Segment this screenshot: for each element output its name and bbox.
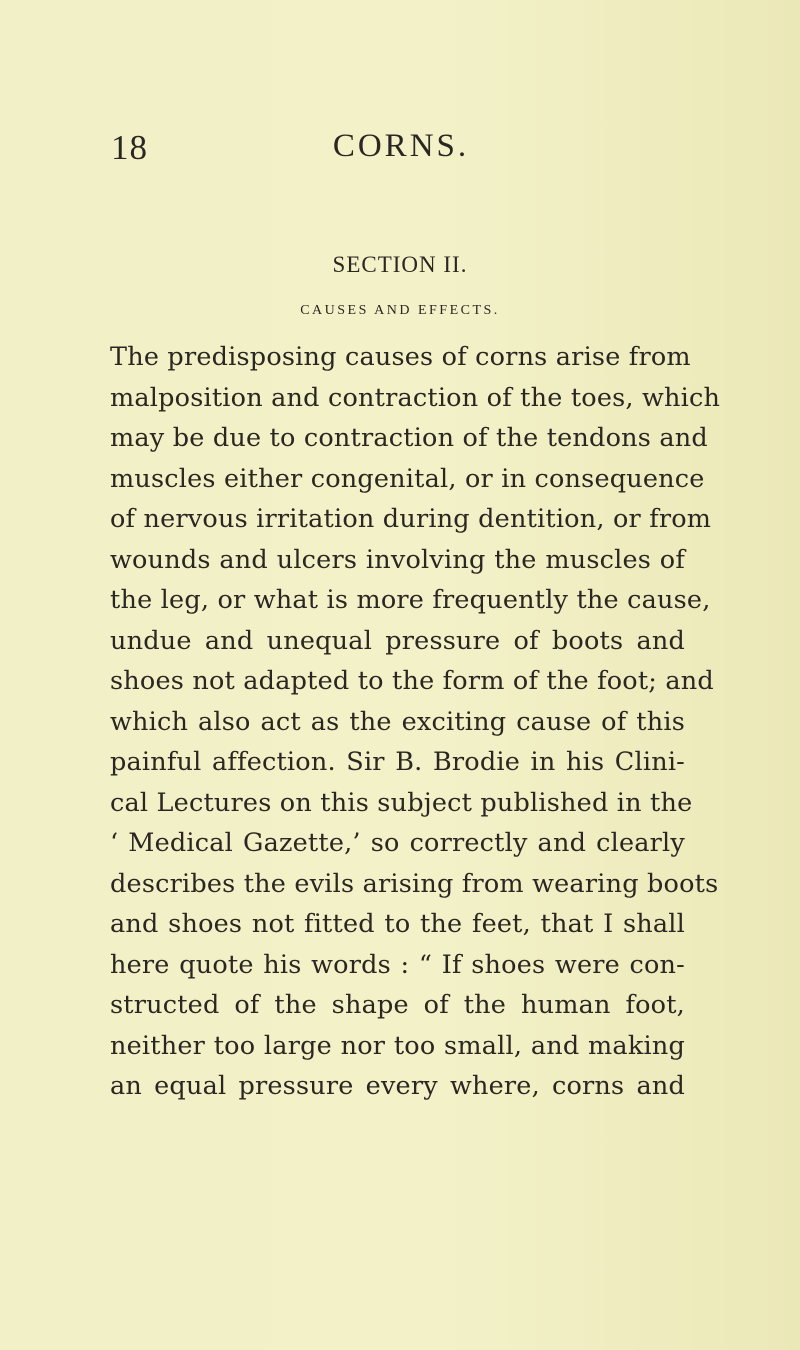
- text-line: ‘ Medical Gazette,’ so correctly and clearly: [110, 828, 685, 858]
- text-line: of nervous irritation during dentition, or from: [110, 504, 712, 534]
- page-number: 18: [111, 128, 148, 167]
- text-line: malposition and contraction of the toes, which: [110, 382, 721, 413]
- text-line: undue and unequal pressure of boots and: [110, 625, 685, 656]
- text-line: The predisposing causes of corns arise from: [110, 342, 691, 372]
- section-heading: SECTION II.: [332, 252, 468, 277]
- body-paragraph: [110, 337, 721, 1107]
- text-line: and shoes not fitted to the feet, that I shall: [110, 909, 685, 939]
- text-line: an equal pressure every where, corns and: [110, 1071, 685, 1101]
- text-line: describes the evils arising from wearing boots: [110, 868, 719, 899]
- text-line: cal Lectures on this subject published in the: [110, 787, 693, 818]
- text-line: here quote his words : “ If shoes were con-: [110, 949, 685, 980]
- section-subheading: CAUSES AND EFFECTS.: [300, 303, 500, 318]
- text-line: neither too large nor too small, and making: [110, 1030, 685, 1061]
- text-line: which also act as the exciting cause of this: [110, 706, 685, 737]
- text-line: the leg, or what is more frequently the cause,: [110, 585, 711, 615]
- text-line: painful affection. Sir B. Brodie in his Clini-: [110, 747, 685, 777]
- text-line: wounds and ulcers involving the muscles of: [110, 544, 685, 575]
- text-line: structed of the shape of the human foot,: [110, 990, 685, 1020]
- running-head: [111, 128, 691, 168]
- text-line: may be due to contraction of the tendons and: [110, 423, 708, 453]
- running-title: CORNS.: [332, 128, 470, 164]
- text-line: muscles either congenital, or in consequence: [110, 463, 705, 494]
- text-line: shoes not adapted to the form of the foot; and: [110, 666, 714, 696]
